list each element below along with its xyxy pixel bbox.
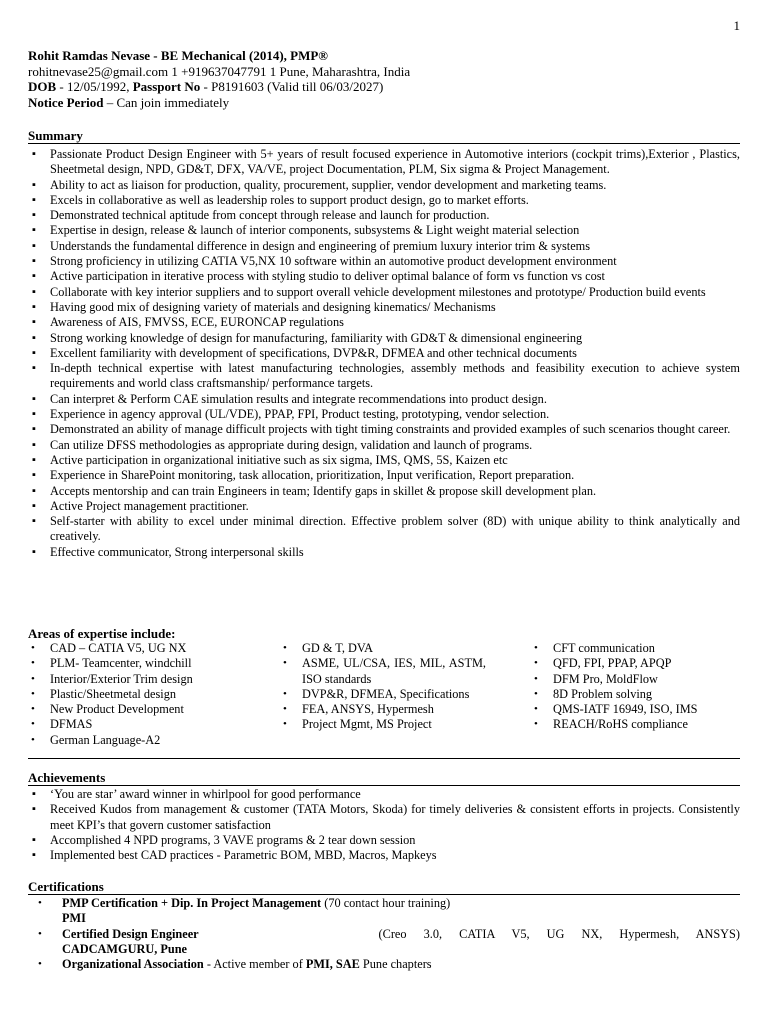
certifications-list — [28, 896, 740, 972]
notice-line — [28, 95, 740, 111]
expertise-column-3 — [531, 641, 740, 733]
cert-item — [28, 957, 740, 972]
summary-item: ▪ Active Project management practitioner. — [28, 499, 740, 514]
expertise-item: • DVP&R, DFMEA, Specifications — [280, 687, 486, 702]
dob-label: DOB — [28, 79, 57, 94]
summary-item: ▪ Can utilize DFSS methodologies as appropriate during design, validation and launch of programs. — [28, 438, 740, 453]
expertise-item: • New Product Development — [28, 702, 268, 717]
expertise-item: • DFM Pro, MoldFlow — [531, 672, 740, 687]
passport-label: Passport No — [132, 79, 201, 94]
certifications-heading: Certifications — [28, 879, 740, 895]
summary-item: ▪ Active participation in organizational initiative such as six sigma, IMS, QMS, 5S, Kaizen etc — [28, 453, 740, 468]
expertise-item: • QMS-IATF 16949, ISO, IMS — [531, 702, 740, 717]
notice-label: Notice Period — [28, 94, 104, 110]
expertise-item: • 8D Problem solving — [531, 687, 740, 702]
expertise-item: • CAD – CATIA V5, UG NX — [28, 641, 268, 656]
page-number: 1 — [733, 18, 740, 33]
expertise-item: • FEA, ANSYS, Hypermesh — [280, 702, 486, 717]
summary-item: ▪ Strong working knowledge of design for manufacturing, familiarity with GD&T & dimensional engineering — [28, 331, 740, 346]
cert-item — [28, 927, 740, 958]
expertise-item: • CFT communication — [531, 641, 740, 656]
achievement-item: ▪ Accomplished 4 NPD programs, 3 VAVE programs & 2 tear down session — [28, 833, 740, 848]
achievements-heading: Achievements — [28, 770, 740, 786]
cert-detail: - Active member of — [203, 957, 306, 972]
expertise-item: • PLM- Teamcenter, windchill — [28, 656, 268, 671]
expertise-item: • ASME, UL/CSA, IES, MIL, ASTM, ISO standards — [280, 656, 486, 687]
summary-item: ▪ Ability to act as liaison for production, quality, procurement, supplier, vendor development and marketing teams. — [28, 178, 740, 193]
contact-line: rohitnevase25@gmail.com 1 +919637047791 1 Pune, Maharashtra, India — [28, 63, 411, 79]
cert-title: PMP Certification + Dip. In Project Management — [62, 896, 322, 910]
notice-value: – Can join immediately — [103, 94, 230, 110]
expertise-item: • German Language-A2 — [28, 733, 268, 748]
cert-title: Organizational Association — [62, 957, 204, 972]
summary-item: ▪ Expertise in design, release & launch of interior components, subsystems & Light weight material selection — [28, 223, 740, 238]
summary-item: ▪ Excellent familiarity with development of specifications, DVP&R, DFMEA and other technical documents — [28, 346, 740, 361]
expertise-item: • Project Mgmt, MS Project — [280, 717, 486, 732]
cert-issuer: CADCAMGURU, Pune — [62, 941, 188, 956]
expertise-heading: Areas of expertise include: — [28, 626, 176, 641]
summary-item: ▪ Effective communicator, Strong interpersonal skills — [28, 545, 740, 560]
summary-item: ▪ Demonstrated an ability of manage difficult projects with tight timing constraints and provided examples of such scenarios thought career. — [28, 422, 740, 437]
cert-detail: (Creo 3.0, CATIA V5, UG NX, Hypermesh, ANSYS) — [378, 926, 740, 941]
cert-orgs: PMI, SAE — [305, 957, 360, 972]
resume-header — [28, 48, 740, 110]
achievement-item: ▪ ‘You are star’ award winner in whirlpool for good performance — [28, 787, 740, 802]
expertise-column-2 — [280, 641, 486, 733]
dob-value: - 12/05/1992, — [56, 79, 133, 94]
expertise-item: • REACH/RoHS compliance — [531, 717, 740, 732]
cert-tail: Pune chapters — [359, 957, 432, 972]
passport-value: - P8191603 (Valid till 06/03/2027) — [200, 79, 384, 94]
summary-item: ▪ Can interpret & Perform CAE simulation results and integrate recommendations into product design. — [28, 392, 740, 407]
cert-title: • Certified Design Engineer — [62, 926, 199, 941]
summary-heading: Summary — [28, 128, 740, 144]
summary-item: ▪ Experience in SharePoint monitoring, task allocation, prioritization, Input verification, Report preparation. — [28, 468, 740, 483]
expertise-column-1 — [28, 641, 268, 748]
summary-item: ▪ Collaborate with key interior suppliers and to support overall vehicle development milestones and prototype/ Production build events — [28, 285, 740, 300]
cert-issuer: PMI — [62, 911, 86, 926]
summary-item: ▪ Having good mix of designing variety of materials and designing kinematics/ Mechanisms — [28, 300, 740, 315]
achievement-item: ▪ Received Kudos from management & customer (TATA Motors, Skoda) for timely deliveries & consistent efforts in projects. Consistently meet KPI’s that govern customer satisfaction — [28, 802, 740, 833]
summary-item: ▪ In-depth technical expertise with latest manufacturing technologies, assembly methods and feasibility execution to achieve system requirements and world class craftsmanship/ performance targets. — [28, 361, 740, 392]
summary-item: ▪ Strong proficiency in utilizing CATIA V5,NX 10 software within an automotive product development environment — [28, 254, 740, 269]
achievement-item: ▪ Implemented best CAD practices - Parametric BOM, MBD, Macros, Mapkeys — [28, 848, 740, 863]
expertise-item: • Plastic/Sheetmetal design — [28, 687, 268, 702]
summary-item: ▪ Awareness of AIS, FMVSS, ECE, EURONCAP regulations — [28, 315, 740, 330]
summary-item: ▪ Demonstrated technical aptitude from concept through release and launch for production. — [28, 208, 740, 223]
summary-item: ▪ Accepts mentorship and can train Engineers in team; Identify gaps in skillet & propose skill development plan. — [28, 484, 740, 499]
summary-list — [28, 147, 740, 560]
cert-detail: (70 contact hour training) — [321, 896, 451, 910]
summary-item: ▪ Experience in agency approval (UL/VDE), PPAP, FPI, Product testing, prototyping, vendor selection. — [28, 407, 740, 422]
summary-item: ▪ Active participation in iterative process with styling studio to deliver optimal balance of form vs function vs cost — [28, 269, 740, 284]
cert-item — [28, 896, 740, 927]
candidate-name: Rohit Ramdas Nevase - BE Mechanical (2014), PMP® — [28, 48, 329, 63]
expertise-bottom-rule — [28, 758, 740, 759]
summary-item: ▪ Understands the fundamental difference in design and engineering of premium luxury interior trim & systems — [28, 239, 740, 254]
summary-item: ▪ Self-starter with ability to excel under minimal direction. Effective problem solver (8D) with unique ability to think analytically and creatively. — [28, 514, 740, 545]
summary-item: ▪ Excels in collaborative as well as leadership roles to support product design, go to market efforts. — [28, 193, 740, 208]
expertise-item: • GD & T, DVA — [280, 641, 486, 656]
summary-item: ▪ Passionate Product Design Engineer with 5+ years of result focused experience in Automotive interiors (cockpit trims),Exterior , Plastics, Sheetmetal design, NPD, GD&T, DFX, VA/VE, project Documentation, PLM, Six sigma & Project Management. — [28, 147, 740, 178]
expertise-item: • QFD, FPI, PPAP, APQP — [531, 656, 740, 671]
expertise-item: • DFMAS — [28, 717, 268, 732]
achievements-list — [28, 787, 740, 863]
expertise-item: • Interior/Exterior Trim design — [28, 672, 268, 687]
dob-passport-line — [28, 79, 740, 95]
